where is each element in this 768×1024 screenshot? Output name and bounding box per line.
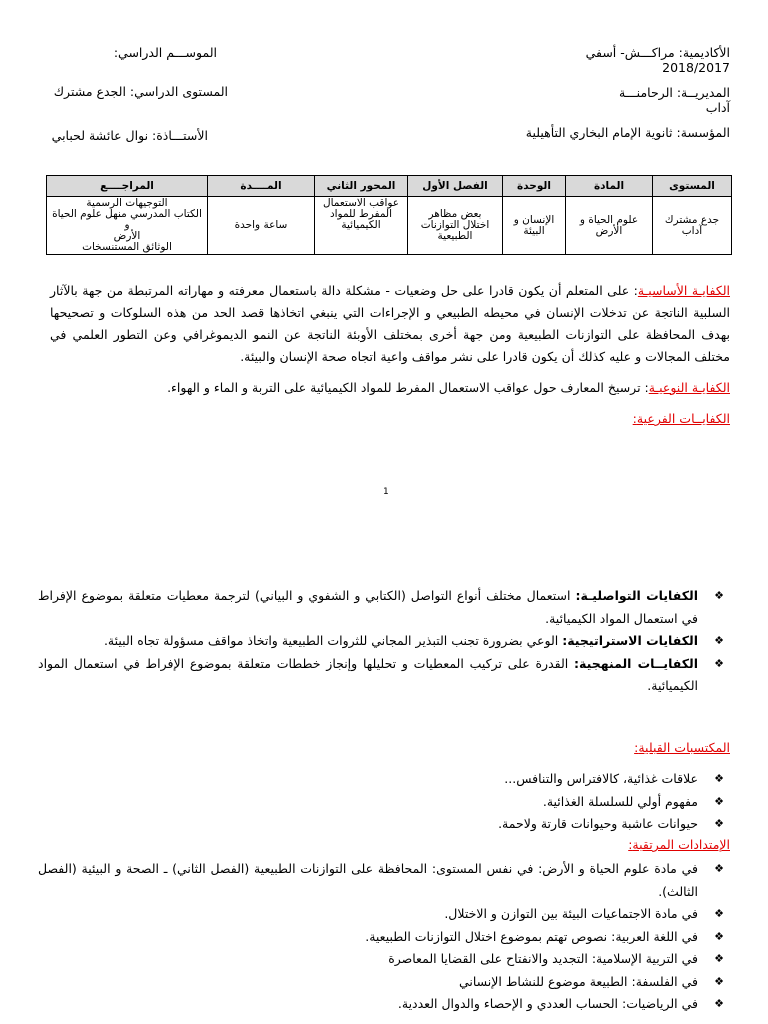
- diamond-bullet-icon: ❖: [714, 997, 724, 1010]
- cell-references: [47, 197, 208, 255]
- diamond-bullet-icon: ❖: [714, 907, 724, 920]
- base-competence-paragraph: [50, 280, 730, 368]
- header-duration: المــــدة: [208, 176, 315, 197]
- header-right: [526, 45, 730, 140]
- prior-knowledge-heading: [50, 737, 730, 759]
- list-item: [38, 585, 730, 630]
- diamond-bullet-icon: ❖: [714, 589, 724, 602]
- header-axis: المحور الثاني: [315, 176, 408, 197]
- diamond-bullet-icon: ❖: [714, 929, 724, 943]
- cell-axis: [315, 197, 408, 255]
- list-item: [38, 768, 730, 791]
- extensions-list: [38, 858, 730, 1016]
- prior-knowledge-list: [38, 768, 730, 836]
- list-item-text: مفهوم أولي للسلسلة الغذائية.: [542, 793, 698, 809]
- cell-line: الأرض: [595, 224, 623, 237]
- header-chapter: الفصل الأول: [408, 176, 503, 197]
- list-item: [38, 971, 730, 994]
- base-competence-label: الكفايـة الأساسيـة: [637, 283, 730, 298]
- cell-line: الطبيعية: [437, 230, 473, 242]
- diamond-bullet-icon: ❖: [714, 656, 724, 670]
- extensions-heading: [50, 834, 730, 856]
- diamond-bullet-icon: ❖: [714, 862, 724, 875]
- competence-text: القدرة على تركيب المعطيات و تحليلها وإنجاز خططات متعلقة بموضوع الإفراط في استعمال المواد الكيميائية.: [38, 655, 698, 693]
- specific-competence-label: الكفايـة النوعيـة: [648, 380, 730, 395]
- extensions-colon: :: [628, 837, 633, 852]
- cell-line: آداب: [681, 224, 703, 237]
- competence-label: الكفايات التواصليـة:: [575, 588, 698, 603]
- list-item: [38, 858, 730, 903]
- institution-line: المؤسسة: ثانوية الإمام البخاري التأهيلية: [525, 125, 730, 140]
- list-item: [38, 791, 730, 814]
- diamond-bullet-icon: ❖: [714, 974, 724, 988]
- list-item-text: في الفلسفة: الطبيعة موضوع للنشاط الإنساني: [458, 973, 698, 989]
- cell-chapter: [408, 197, 503, 255]
- diamond-bullet-icon: ❖: [714, 794, 724, 808]
- competence-text: استعمال مختلف أنواع التواصل (الكتابي و الشفوي و البياني) لترجمة معطيات متعلقة بموضوع الإفراط في استعمال المواد الكيميائية.: [38, 588, 698, 626]
- list-item: [38, 948, 730, 971]
- list-item: [38, 926, 730, 949]
- list-item: [38, 653, 730, 698]
- competence-text: الوعي بضرورة تجنب التبذير المجاني للثروات الطبيعية واتخاذ مواقف مسؤولة تجاه البيئة.: [103, 633, 563, 648]
- cell-line: بعض مظاهر: [428, 208, 482, 220]
- prior-knowledge-colon: :: [634, 740, 639, 755]
- cell-line: الوثائق المستنسخات: [82, 241, 172, 253]
- cell-line: البيئة: [523, 224, 545, 237]
- list-item: [38, 813, 730, 836]
- header-unit: الوحدة: [503, 176, 566, 197]
- page-number: 1: [383, 487, 389, 497]
- cell-line: الأرض: [113, 230, 141, 242]
- cell-line: المفرط للمواد: [329, 208, 393, 220]
- cell-line: اختلال التوازنات: [420, 219, 490, 231]
- header-level: المستوى: [653, 176, 732, 197]
- list-item-text: في التربية الإسلامية: التجديد والانفتاح على القضايا المعاصرة: [388, 951, 698, 966]
- base-competence-text: : على المتعلم أن يكون قادرا على حل وضعيات - مشكلة دالة باستعمال معرفته و مهاراته المرتبطة من جهة بالآثار السلبية الناتجة عن تدخلات الإنسان في محيطه الطبيعي و الإجراءات التي ينبغي اتخاذها قصد الحد من هذه السلوكات و تصحيحها بهدف المحافظة على التوازنات الطبيعية ومن جهة أخرى بمختلف الأوبئة الناتجة عن النمو الديموغرافي وعن التطور العلمي في مختلف المجالات و عليه كذلك أن يكون قادرا على نشر مواقف واعية اتجاه صحة الإنسان والبيئة.: [50, 283, 730, 364]
- extensions-label: الإمتدادات المرتقبة: [632, 837, 730, 852]
- diamond-bullet-icon: ❖: [714, 817, 724, 830]
- cell-line: الإنسان و: [513, 213, 555, 226]
- competence-label: الكفايــات المنهجية:: [574, 655, 699, 671]
- list-item-text: في مادة الاجتماعيات البيئة بين التوازن و الاختلال.: [444, 906, 698, 921]
- list-item: [38, 993, 730, 1016]
- diamond-bullet-icon: ❖: [714, 772, 724, 785]
- specific-competence-text: : ترسيخ المعارف حول عواقب الاستعمال المفرط للمواد الكيميائية على التربة و الماء و الهواء.: [167, 380, 649, 395]
- cell-line: ساعة واحدة: [234, 219, 288, 231]
- list-item: [38, 630, 730, 653]
- specific-competence-paragraph: [50, 377, 730, 399]
- school-year: 2018/2017: [662, 60, 730, 75]
- academy-line: الأكاديمية: مراكـــش- أسفي: [585, 45, 730, 60]
- cell-line: عواقب الاستعمال: [322, 197, 400, 209]
- cell-unit: [503, 197, 566, 255]
- cell-subject: [566, 197, 653, 255]
- sub-competences-colon: :: [632, 411, 637, 426]
- teacher-line: الأستـــاذة: نوال عائشة لحبابي: [51, 128, 208, 143]
- sub-competences-heading: [50, 408, 730, 430]
- table-row: [47, 197, 732, 255]
- competences-list: [38, 585, 730, 698]
- season-line: الموســـم الدراسي:: [113, 45, 217, 60]
- prior-knowledge-label: المكتسبات القبلية: [638, 740, 730, 755]
- list-item-text: في اللغة العربية: نصوص تهتم بموضوع اختلال التوازنات الطبيعية.: [365, 928, 698, 944]
- table-header-row: [47, 176, 732, 197]
- diamond-bullet-icon: ❖: [714, 634, 724, 647]
- list-item-text: في مادة علوم الحياة و الأرض: في نفس المستوى: المحافظة على التوازنات الطبيعية (الفصل الثاني) ـ الصحة و البيئية (الفصل الثالث).: [38, 861, 698, 899]
- cell-line: الكيميائية: [341, 219, 381, 231]
- cell-level: [653, 197, 732, 255]
- adab-line: آداب: [705, 100, 730, 115]
- competence-label: الكفايات الاستراتيجية:: [562, 633, 698, 648]
- cell-duration: [208, 197, 315, 255]
- list-item-text: حيوانات عاشبة وحيوانات قارتة ولاحمة.: [498, 816, 698, 831]
- header-references: المراجــــع: [47, 176, 208, 197]
- diamond-bullet-icon: ❖: [714, 952, 724, 965]
- cell-line: علوم الحياة و: [579, 213, 639, 226]
- list-item: [38, 903, 730, 926]
- cell-line: التوجيهات الرسمية: [86, 197, 168, 209]
- cell-line: الكتاب المدرسي منهل علوم الحياة و: [52, 208, 202, 231]
- lesson-info-table: [46, 175, 732, 255]
- header-subject: المادة: [566, 176, 653, 197]
- directorate-line: المديريــة: الرحامنـــة: [618, 85, 730, 100]
- sub-competences-label: الكفايــات الفرعية: [636, 411, 730, 426]
- level-line: المستوى الدراسي: الجدع مشترك: [53, 84, 228, 99]
- cell-line: جدع مشترك: [664, 213, 720, 226]
- list-item-text: علاقات غذائية، كالافتراس والتنافس...: [504, 771, 698, 786]
- list-item-text: في الرياضيات: الحساب العددي و الإحصاء والدوال العددية.: [397, 996, 698, 1011]
